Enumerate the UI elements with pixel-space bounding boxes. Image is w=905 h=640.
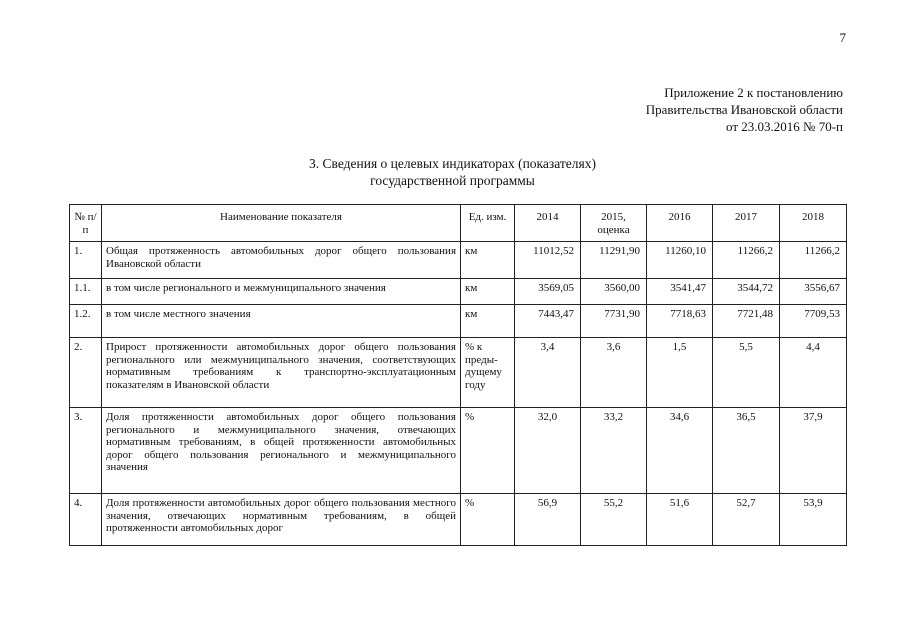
row-value-2018: 3556,67 — [780, 279, 847, 305]
row-num: 1. — [70, 242, 102, 279]
page-number: 7 — [839, 30, 846, 45]
appendix-line-2: Правительства Ивановской области — [645, 102, 843, 117]
row-name: Общая протяженность автомобильных дорог общего пользования Ивановской области — [102, 242, 461, 279]
appendix-line-3: от 23.03.2016 № 70-п — [726, 119, 843, 134]
row-value-2017: 11266,2 — [713, 242, 780, 279]
row-value-2015: 3560,00 — [581, 279, 647, 305]
row-value-2017: 5,5 — [713, 338, 780, 408]
section-title-line-2: государственной программы — [370, 173, 535, 188]
header-2017: 2017 — [713, 205, 780, 242]
row-value-2014: 32,0 — [515, 408, 581, 494]
appendix-heading — [646, 84, 843, 135]
row-value-2018: 7709,53 — [780, 305, 847, 338]
row-value-2016: 7718,63 — [647, 305, 713, 338]
row-num: 1.1. — [70, 279, 102, 305]
table-row — [70, 338, 847, 408]
row-value-2016: 3541,47 — [647, 279, 713, 305]
row-value-2017: 36,5 — [713, 408, 780, 494]
row-name: в том числе местного значения — [102, 305, 461, 338]
row-unit: % к преды-дущему году — [461, 338, 515, 408]
table-row — [70, 408, 847, 494]
row-value-2018: 11266,2 — [780, 242, 847, 279]
row-unit: км — [461, 279, 515, 305]
header-unit: Ед. изм. — [461, 205, 515, 242]
row-value-2016: 51,6 — [647, 494, 713, 546]
row-value-2014: 11012,52 — [515, 242, 581, 279]
row-num: 3. — [70, 408, 102, 494]
header-2015 — [581, 205, 647, 242]
table-row — [70, 305, 847, 338]
row-value-2016: 11260,10 — [647, 242, 713, 279]
header-num: № п/п — [70, 205, 102, 242]
row-unit: км — [461, 242, 515, 279]
row-value-2014: 7443,47 — [515, 305, 581, 338]
row-value-2014: 3569,05 — [515, 279, 581, 305]
header-2018: 2018 — [780, 205, 847, 242]
section-title — [0, 155, 905, 189]
header-2014: 2014 — [515, 205, 581, 242]
row-value-2014: 3,4 — [515, 338, 581, 408]
row-unit: % — [461, 408, 515, 494]
table-header-row — [70, 205, 847, 242]
row-value-2015: 11291,90 — [581, 242, 647, 279]
header-2016: 2016 — [647, 205, 713, 242]
section-title-line-1: 3. Сведения о целевых индикаторах (показателях) — [309, 156, 596, 171]
row-value-2018: 53,9 — [780, 494, 847, 546]
row-value-2015: 55,2 — [581, 494, 647, 546]
table-row — [70, 494, 847, 546]
header-2015-year: 2015, — [601, 211, 626, 223]
table-row — [70, 242, 847, 279]
row-value-2018: 37,9 — [780, 408, 847, 494]
row-name: Доля протяженности автомобильных дорог общего пользования местного значения, отвечающих нормативным требованиям, в общей протяженности автомобильных дорог — [102, 494, 461, 546]
row-value-2017: 7721,48 — [713, 305, 780, 338]
row-value-2015: 3,6 — [581, 338, 647, 408]
row-name: в том числе регионального и межмуниципального значения — [102, 279, 461, 305]
row-value-2015: 33,2 — [581, 408, 647, 494]
row-num: 2. — [70, 338, 102, 408]
row-value-2017: 3544,72 — [713, 279, 780, 305]
row-unit: % — [461, 494, 515, 546]
row-value-2015: 7731,90 — [581, 305, 647, 338]
row-num: 4. — [70, 494, 102, 546]
header-2015-note: оценка — [597, 223, 630, 236]
header-name: Наименование показателя — [102, 205, 461, 242]
row-value-2016: 34,6 — [647, 408, 713, 494]
appendix-line-1: Приложение 2 к постановлению — [664, 85, 843, 100]
row-num: 1.2. — [70, 305, 102, 338]
row-name: Прирост протяженности автомобильных дорог общего пользования регионального или межмуниципального значения, соответствующих нормативным требованиям к транспортно-эксплуатационным показателям в Ивановской области — [102, 338, 461, 408]
indicators-table — [69, 204, 847, 546]
row-value-2014: 56,9 — [515, 494, 581, 546]
row-value-2018: 4,4 — [780, 338, 847, 408]
table-row — [70, 279, 847, 305]
row-value-2016: 1,5 — [647, 338, 713, 408]
row-name: Доля протяженности автомобильных дорог общего пользования регионального и межмуниципального значения, отвечающих нормативным требованиям, в общей протяженности автомобильных дорог общего пользования регионального и межмуниципального значения — [102, 408, 461, 494]
row-unit: км — [461, 305, 515, 338]
row-value-2017: 52,7 — [713, 494, 780, 546]
